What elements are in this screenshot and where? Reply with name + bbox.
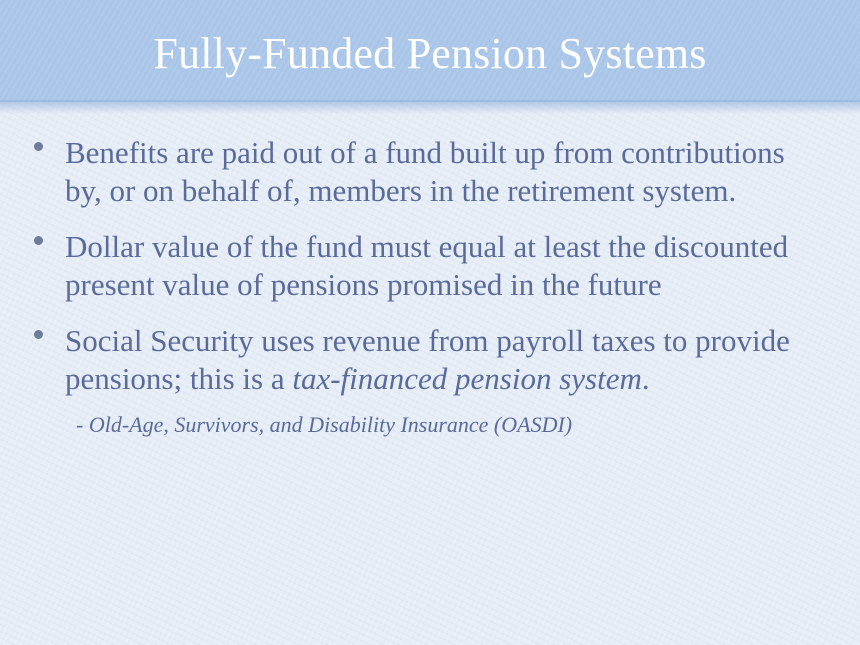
- bullet-item-dollar-value: [65, 228, 810, 304]
- bullet-list: [0, 134, 860, 440]
- bullet-item-benefits: [65, 134, 810, 210]
- bullet-text-part: .: [641, 361, 650, 396]
- sub-bullet-oasdi: - Old-Age, Survivors, and Disability Insurance (OASDI): [76, 412, 573, 437]
- bullet-text-italic-term: tax-financed pension system: [292, 361, 642, 396]
- bullet-dot-icon: [34, 142, 43, 151]
- bullet-dot-icon: [34, 330, 43, 339]
- bullet-item-social-security: [65, 322, 810, 398]
- bullet-text: Benefits are paid out of a fund built up from contributions by, or on behalf of, members in the retirement system.: [65, 135, 785, 208]
- slide-title: Fully-Funded Pension Systems: [153, 29, 707, 78]
- bullet-text-part: Social Security uses revenue from payroll taxes to provide pensions; this is a: [65, 323, 790, 396]
- bullet-text: Dollar value of the fund must equal at least the discounted present value of pensions promised in the future: [65, 229, 789, 302]
- bullet-dot-icon: [34, 236, 43, 245]
- title-bar-edge: [0, 100, 860, 114]
- bullet-text: [65, 322, 810, 398]
